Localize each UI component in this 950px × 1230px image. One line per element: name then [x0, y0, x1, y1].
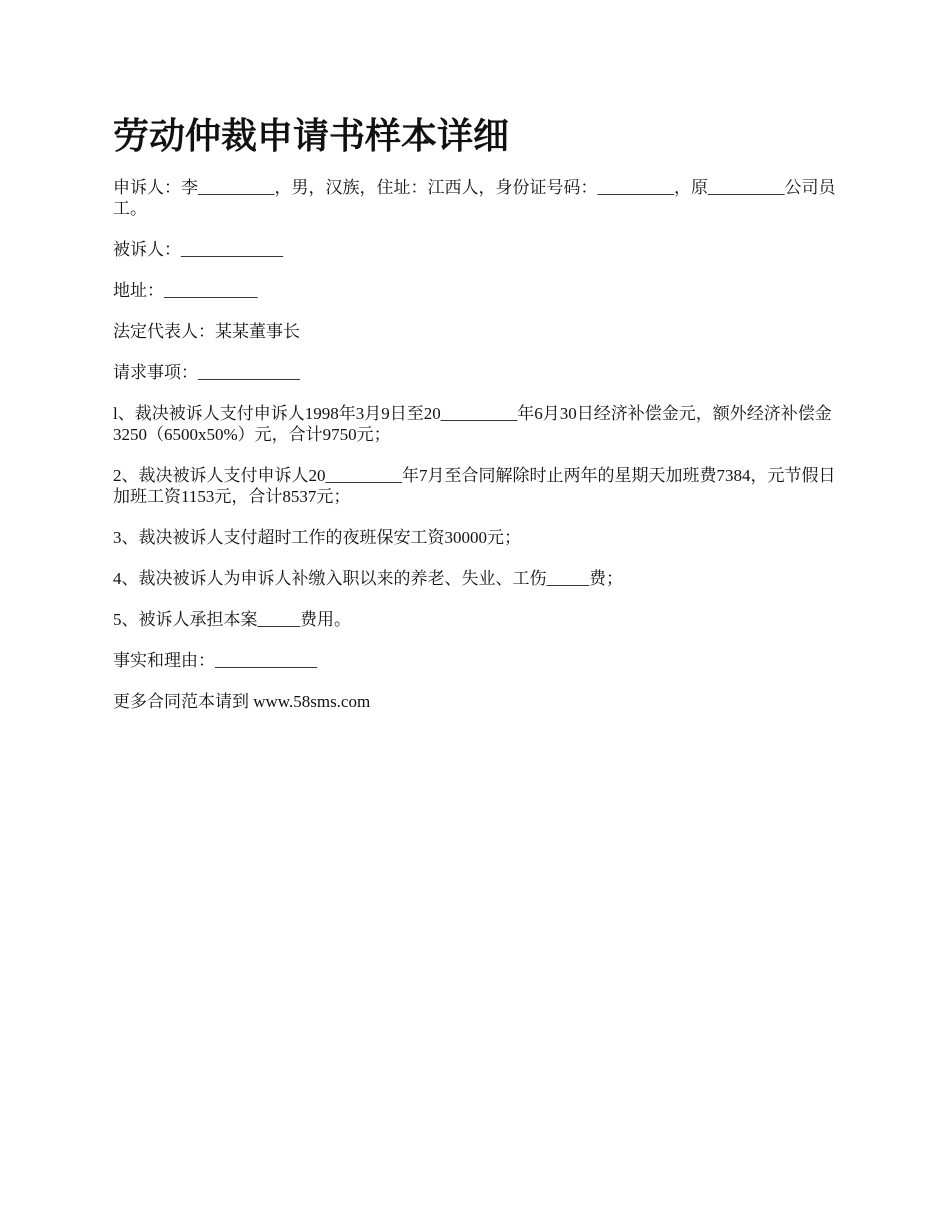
facts-and-reasons-paragraph: 事实和理由：____________ — [113, 651, 317, 670]
address-paragraph: 地址：___________ — [113, 281, 258, 300]
claim-item-1: l、裁决被诉人支付申诉人1998年3月9日至20_________年6月30日经济补偿金元，额外经济补偿金3250（6500x50%）元，合计9750元； — [113, 404, 832, 444]
claim-item-3: 3、裁决被诉人支付超时工作的夜班保安工资30000元； — [113, 528, 521, 547]
claim-item-4: 4、裁决被诉人为申诉人补缴入职以来的养老、失业、工伤_____费； — [113, 569, 623, 588]
claims-heading-paragraph: 请求事项：____________ — [113, 363, 300, 382]
applicant-paragraph: 申诉人：李_________，男，汉族，住址：江西人，身份证号码：_________，原_________公司员工。 — [113, 178, 836, 218]
respondent-paragraph: 被诉人：____________ — [113, 240, 283, 259]
claim-item-2: 2、裁决被诉人支付申诉人20_________年7月至合同解除时止两年的星期天加班费7384，元节假日加班工资1153元，合计8537元； — [113, 466, 836, 506]
more-templates-footer: 更多合同范本请到 www.58sms.com — [113, 692, 371, 711]
legal-representative-paragraph: 法定代表人：某某董事长 — [113, 322, 300, 341]
document-page — [113, 112, 838, 732]
document-title: 劳动仲裁申请书样本详细 — [113, 115, 510, 157]
claim-item-5: 5、被诉人承担本案_____费用。 — [113, 610, 351, 629]
